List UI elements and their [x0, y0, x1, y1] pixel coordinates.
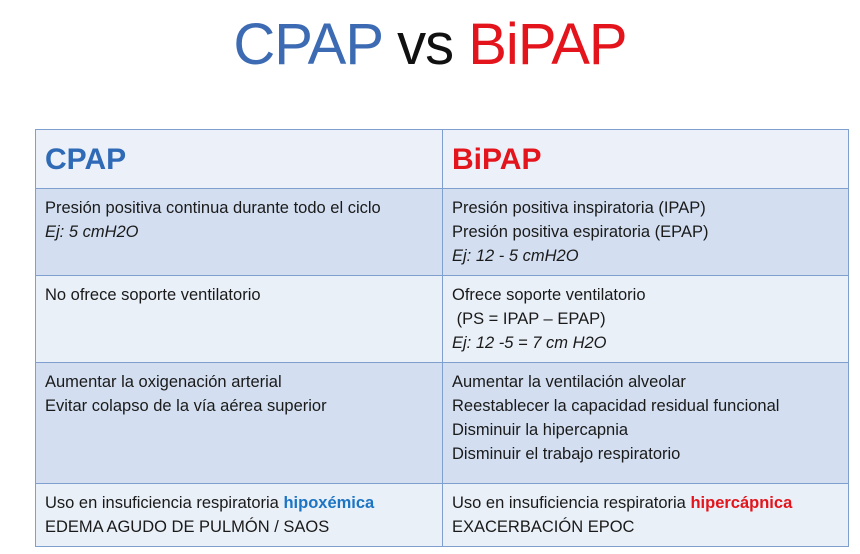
- title-bipap: BiPAP: [468, 12, 627, 77]
- bipap-cell: [443, 189, 849, 276]
- table-row: [36, 484, 849, 547]
- cell-line: Reestablecer la capacidad residual funcional: [452, 397, 780, 415]
- table-row: [36, 276, 849, 363]
- cell-line: Disminuir la hipercapnia: [452, 421, 629, 439]
- table-row: [36, 363, 849, 484]
- header-cpap: CPAP: [36, 130, 443, 189]
- example-line: Ej: 12 -5 = 7 cm H2O: [452, 334, 607, 352]
- bipap-cell: [443, 484, 849, 547]
- cpap-cell: [36, 484, 443, 547]
- usage-prefix: Uso en insuficiencia respiratoria: [452, 494, 691, 512]
- bipap-cell: [443, 363, 849, 484]
- cell-line: Aumentar la ventilación alveolar: [452, 373, 686, 391]
- cell-line: [452, 491, 839, 515]
- cell-line: EDEMA AGUDO DE PULMÓN / SAOS: [45, 518, 330, 536]
- cell-line: (PS = IPAP – EPAP): [452, 310, 606, 328]
- cpap-cell: [36, 189, 443, 276]
- cell-line: No ofrece soporte ventilatorio: [45, 286, 261, 304]
- slide-title: [0, 10, 860, 80]
- table-header-row: [36, 130, 849, 189]
- title-vs: vs: [397, 12, 454, 77]
- cpap-cell: [36, 276, 443, 363]
- cell-line: Evitar colapso de la vía aérea superior: [45, 397, 327, 415]
- cpap-cell: [36, 363, 443, 484]
- header-bipap: BiPAP: [443, 130, 849, 189]
- highlight-hipoxemica: hipoxémica: [283, 494, 375, 512]
- bipap-cell: [443, 276, 849, 363]
- cell-line: Aumentar la oxigenación arterial: [45, 373, 282, 391]
- cell-line: Presión positiva continua durante todo el ciclo: [45, 199, 381, 217]
- example-line: Ej: 12 - 5 cmH2O: [452, 247, 579, 265]
- cell-line: Disminuir el trabajo respiratorio: [452, 445, 681, 463]
- cell-line: [45, 491, 433, 515]
- comparison-table: [35, 129, 849, 547]
- highlight-hipercapnica: hipercápnica: [690, 494, 793, 512]
- cell-line: Presión positiva inspiratoria (IPAP): [452, 199, 706, 217]
- table-row: [36, 189, 849, 276]
- usage-prefix: Uso en insuficiencia respiratoria: [45, 494, 284, 512]
- cell-line: EXACERBACIÓN EPOC: [452, 518, 635, 536]
- cell-line: Presión positiva espiratoria (EPAP): [452, 223, 709, 241]
- cell-line: Ofrece soporte ventilatorio: [452, 286, 646, 304]
- example-line: Ej: 5 cmH2O: [45, 223, 139, 241]
- title-cpap: CPAP: [233, 12, 382, 77]
